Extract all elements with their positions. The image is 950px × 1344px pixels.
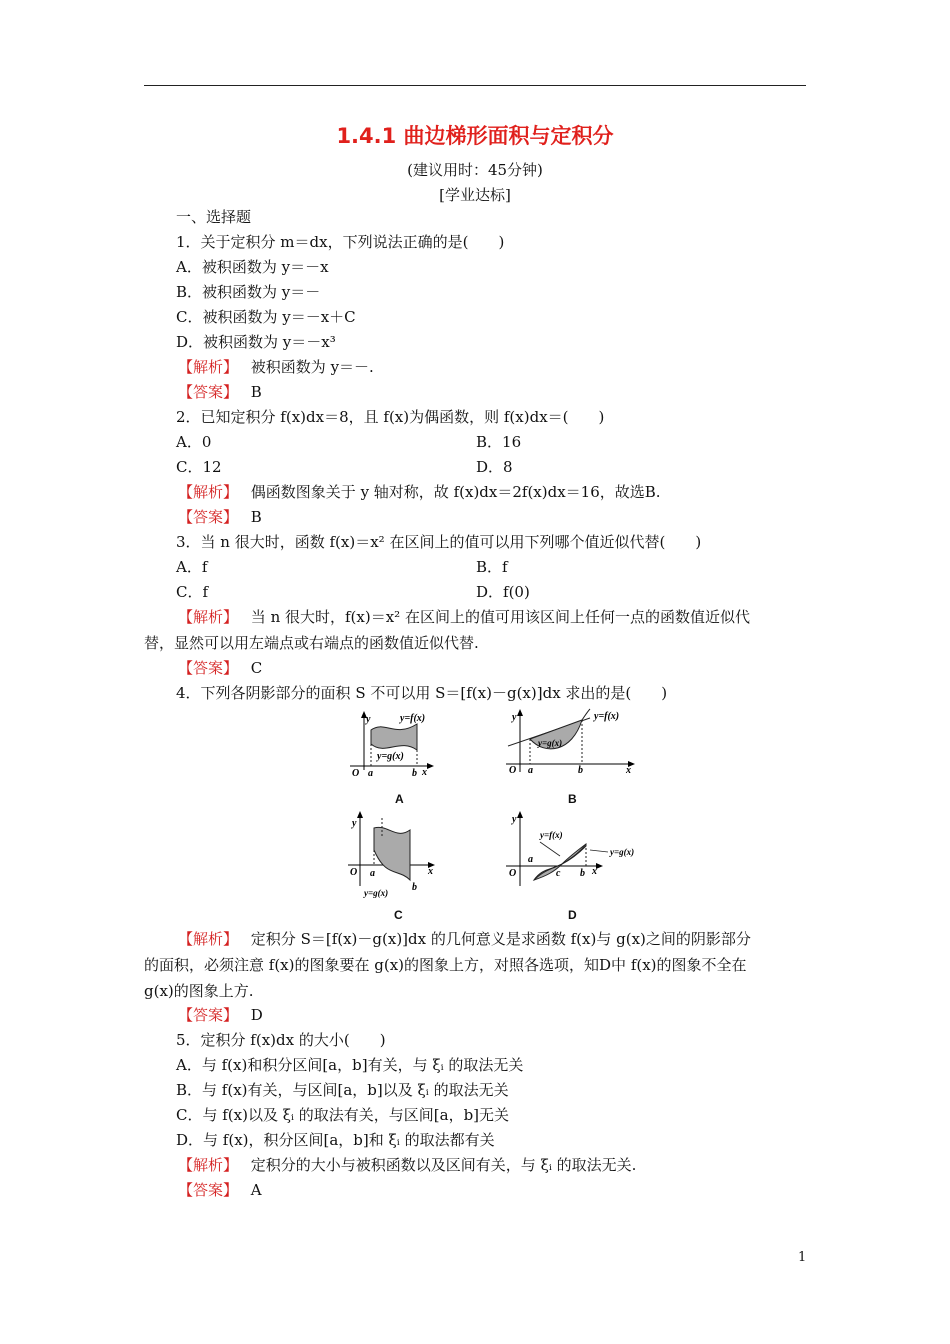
answer-tag: 【答案】 xyxy=(178,1006,239,1024)
fig-c-y-label: y xyxy=(352,818,357,829)
q5-stem: 5．定积分 f(x)dx 的大小( ) xyxy=(176,1031,386,1049)
figure-d xyxy=(500,806,650,892)
fig-b-caption: B xyxy=(568,792,577,806)
fig-a-x-label: x xyxy=(422,767,427,778)
section-label: [学业达标] xyxy=(439,186,511,204)
fig-c-caption: C xyxy=(394,908,403,922)
analysis-tag: 【解析】 xyxy=(178,483,239,501)
fig-d-b-label: b xyxy=(580,868,585,879)
q1-analysis: 被积函数为 y＝－. xyxy=(250,358,374,376)
fig-a-b-label: b xyxy=(412,768,417,779)
fig-c-b-label: b xyxy=(412,882,417,893)
fig-d-x-label: x xyxy=(592,866,597,877)
q5-option-d: D．与 f(x)，积分区间[a，b]和 ξᵢ 的取法都有关 xyxy=(176,1131,495,1149)
q3-option-b: B．f xyxy=(476,558,508,576)
fig-c-origin: O xyxy=(350,867,358,878)
fig-d-y-label: y xyxy=(512,814,517,825)
figure-b xyxy=(500,706,640,778)
fig-a-a-label: a xyxy=(368,768,373,779)
q5-answer: A xyxy=(250,1181,262,1199)
figure-c xyxy=(340,808,440,904)
fig-d-c-label: c xyxy=(556,868,561,879)
fig-b-x-label: x xyxy=(626,765,631,776)
fig-b-origin: O xyxy=(509,765,517,776)
answer-tag: 【答案】 xyxy=(178,383,239,401)
q2-answer: B xyxy=(250,508,262,526)
q2-option-b: B．16 xyxy=(476,433,522,451)
q3-option-c: C．f xyxy=(176,583,209,601)
q2-option-a: A．0 xyxy=(176,433,212,451)
q1-stem: 1．关于定积分 m＝dx，下列说法正确的是( ) xyxy=(176,233,505,251)
fig-c-a-label: a xyxy=(370,868,375,879)
fig-a-caption: A xyxy=(395,792,404,806)
fig-a-f-label: y=f(x) xyxy=(400,713,426,724)
q2-stem: 2．已知定积分 f(x)dx＝8，且 f(x)为偶函数，则 f(x)dx＝( ) xyxy=(176,408,605,426)
answer-tag: 【答案】 xyxy=(178,508,239,526)
fig-d-g-label: y=g(x) xyxy=(610,847,635,857)
fig-d-origin: O xyxy=(509,868,517,879)
fig-d-caption: D xyxy=(568,908,577,922)
q3-answer: C xyxy=(250,659,263,677)
fig-c-g-label: y=g(x) xyxy=(364,888,389,898)
analysis-tag: 【解析】 xyxy=(178,358,239,376)
analysis-tag: 【解析】 xyxy=(178,1156,239,1174)
q4-analysis-line2: 的面积，必须注意 f(x)的图象要在 g(x)的图象上方，对照各选项，知D中 f(x)的图象不全在 xyxy=(144,956,747,974)
q4-analysis-line1: 定积分 S＝[f(x)－g(x)]dx 的几何意义是求函数 f(x)与 g(x)之间的阴影部分 xyxy=(250,930,751,948)
fig-a-y-label: y xyxy=(366,714,371,725)
q3-analysis-line2: 替，显然可以用左端点或右端点的函数值近似代替. xyxy=(144,634,479,652)
q4-answer: D xyxy=(250,1006,263,1024)
fig-a-origin: O xyxy=(352,768,360,779)
fig-b-a-label: a xyxy=(528,765,533,776)
q5-option-b: B．与 f(x)有关，与区间[a，b]以及 ξᵢ 的取法无关 xyxy=(176,1081,509,1099)
q2-analysis: 偶函数图象关于 y 轴对称，故 f(x)dx＝2f(x)dx＝16，故选B. xyxy=(250,483,661,501)
answer-tag: 【答案】 xyxy=(178,1181,239,1199)
q1-option-d: D．被积函数为 y＝－x³ xyxy=(176,333,336,351)
analysis-tag: 【解析】 xyxy=(178,608,239,626)
q1-answer: B xyxy=(250,383,262,401)
q5-option-c: C．与 f(x)以及 ξᵢ 的取法有关，与区间[a，b]无关 xyxy=(176,1106,510,1124)
fig-b-g-label: y=g(x) xyxy=(538,738,563,748)
q3-stem: 3．当 n 很大时，函数 f(x)＝x² 在区间上的值可以用下列哪个值近似代替( ) xyxy=(176,533,702,551)
q5-option-a: A．与 f(x)和积分区间[a，b]有关，与 ξᵢ 的取法无关 xyxy=(176,1056,524,1074)
header-rule xyxy=(144,85,806,86)
q2-option-d: D．8 xyxy=(476,458,513,476)
q1-option-b: B．被积函数为 y＝－ xyxy=(176,283,321,301)
q3-option-d: D．f(0) xyxy=(476,583,530,601)
time-note: (建议用时：45分钟) xyxy=(407,161,543,179)
answer-tag: 【答案】 xyxy=(178,659,239,677)
q1-option-c: C．被积函数为 y＝－x＋C xyxy=(176,308,356,326)
fig-b-b-label: b xyxy=(578,765,583,776)
fig-a-g-label: y=g(x) xyxy=(377,751,404,762)
q1-option-a: A．被积函数为 y＝－x xyxy=(176,258,329,276)
fig-b-y-label: y xyxy=(512,712,517,723)
page-title: 1.4.1 曲边梯形面积与定积分 xyxy=(336,124,614,148)
q4-stem: 4．下列各阴影部分的面积 S 不可以用 S＝[f(x)－g(x)]dx 求出的是( ) xyxy=(176,684,668,702)
q3-analysis-line1: 当 n 很大时，f(x)＝x² 在区间上的值可用该区间上任何一点的函数值近似代 xyxy=(250,608,750,626)
fig-c-x-label: x xyxy=(428,866,433,877)
fig-d-f-label: y=f(x) xyxy=(540,830,563,840)
part-heading: 一、选择题 xyxy=(176,208,252,226)
q2-option-c: C．12 xyxy=(176,458,222,476)
q3-option-a: A．f xyxy=(176,558,208,576)
analysis-tag: 【解析】 xyxy=(178,930,239,948)
page-number: 1 xyxy=(798,1250,807,1265)
fig-d-a-label: a xyxy=(528,854,533,865)
q4-analysis-line3: g(x)的图象上方. xyxy=(144,982,254,1000)
figure-a xyxy=(340,708,440,780)
q5-analysis: 定积分的大小与被积函数以及区间有关，与 ξᵢ 的取法无关. xyxy=(250,1156,637,1174)
fig-b-f-label: y=f(x) xyxy=(594,711,620,722)
